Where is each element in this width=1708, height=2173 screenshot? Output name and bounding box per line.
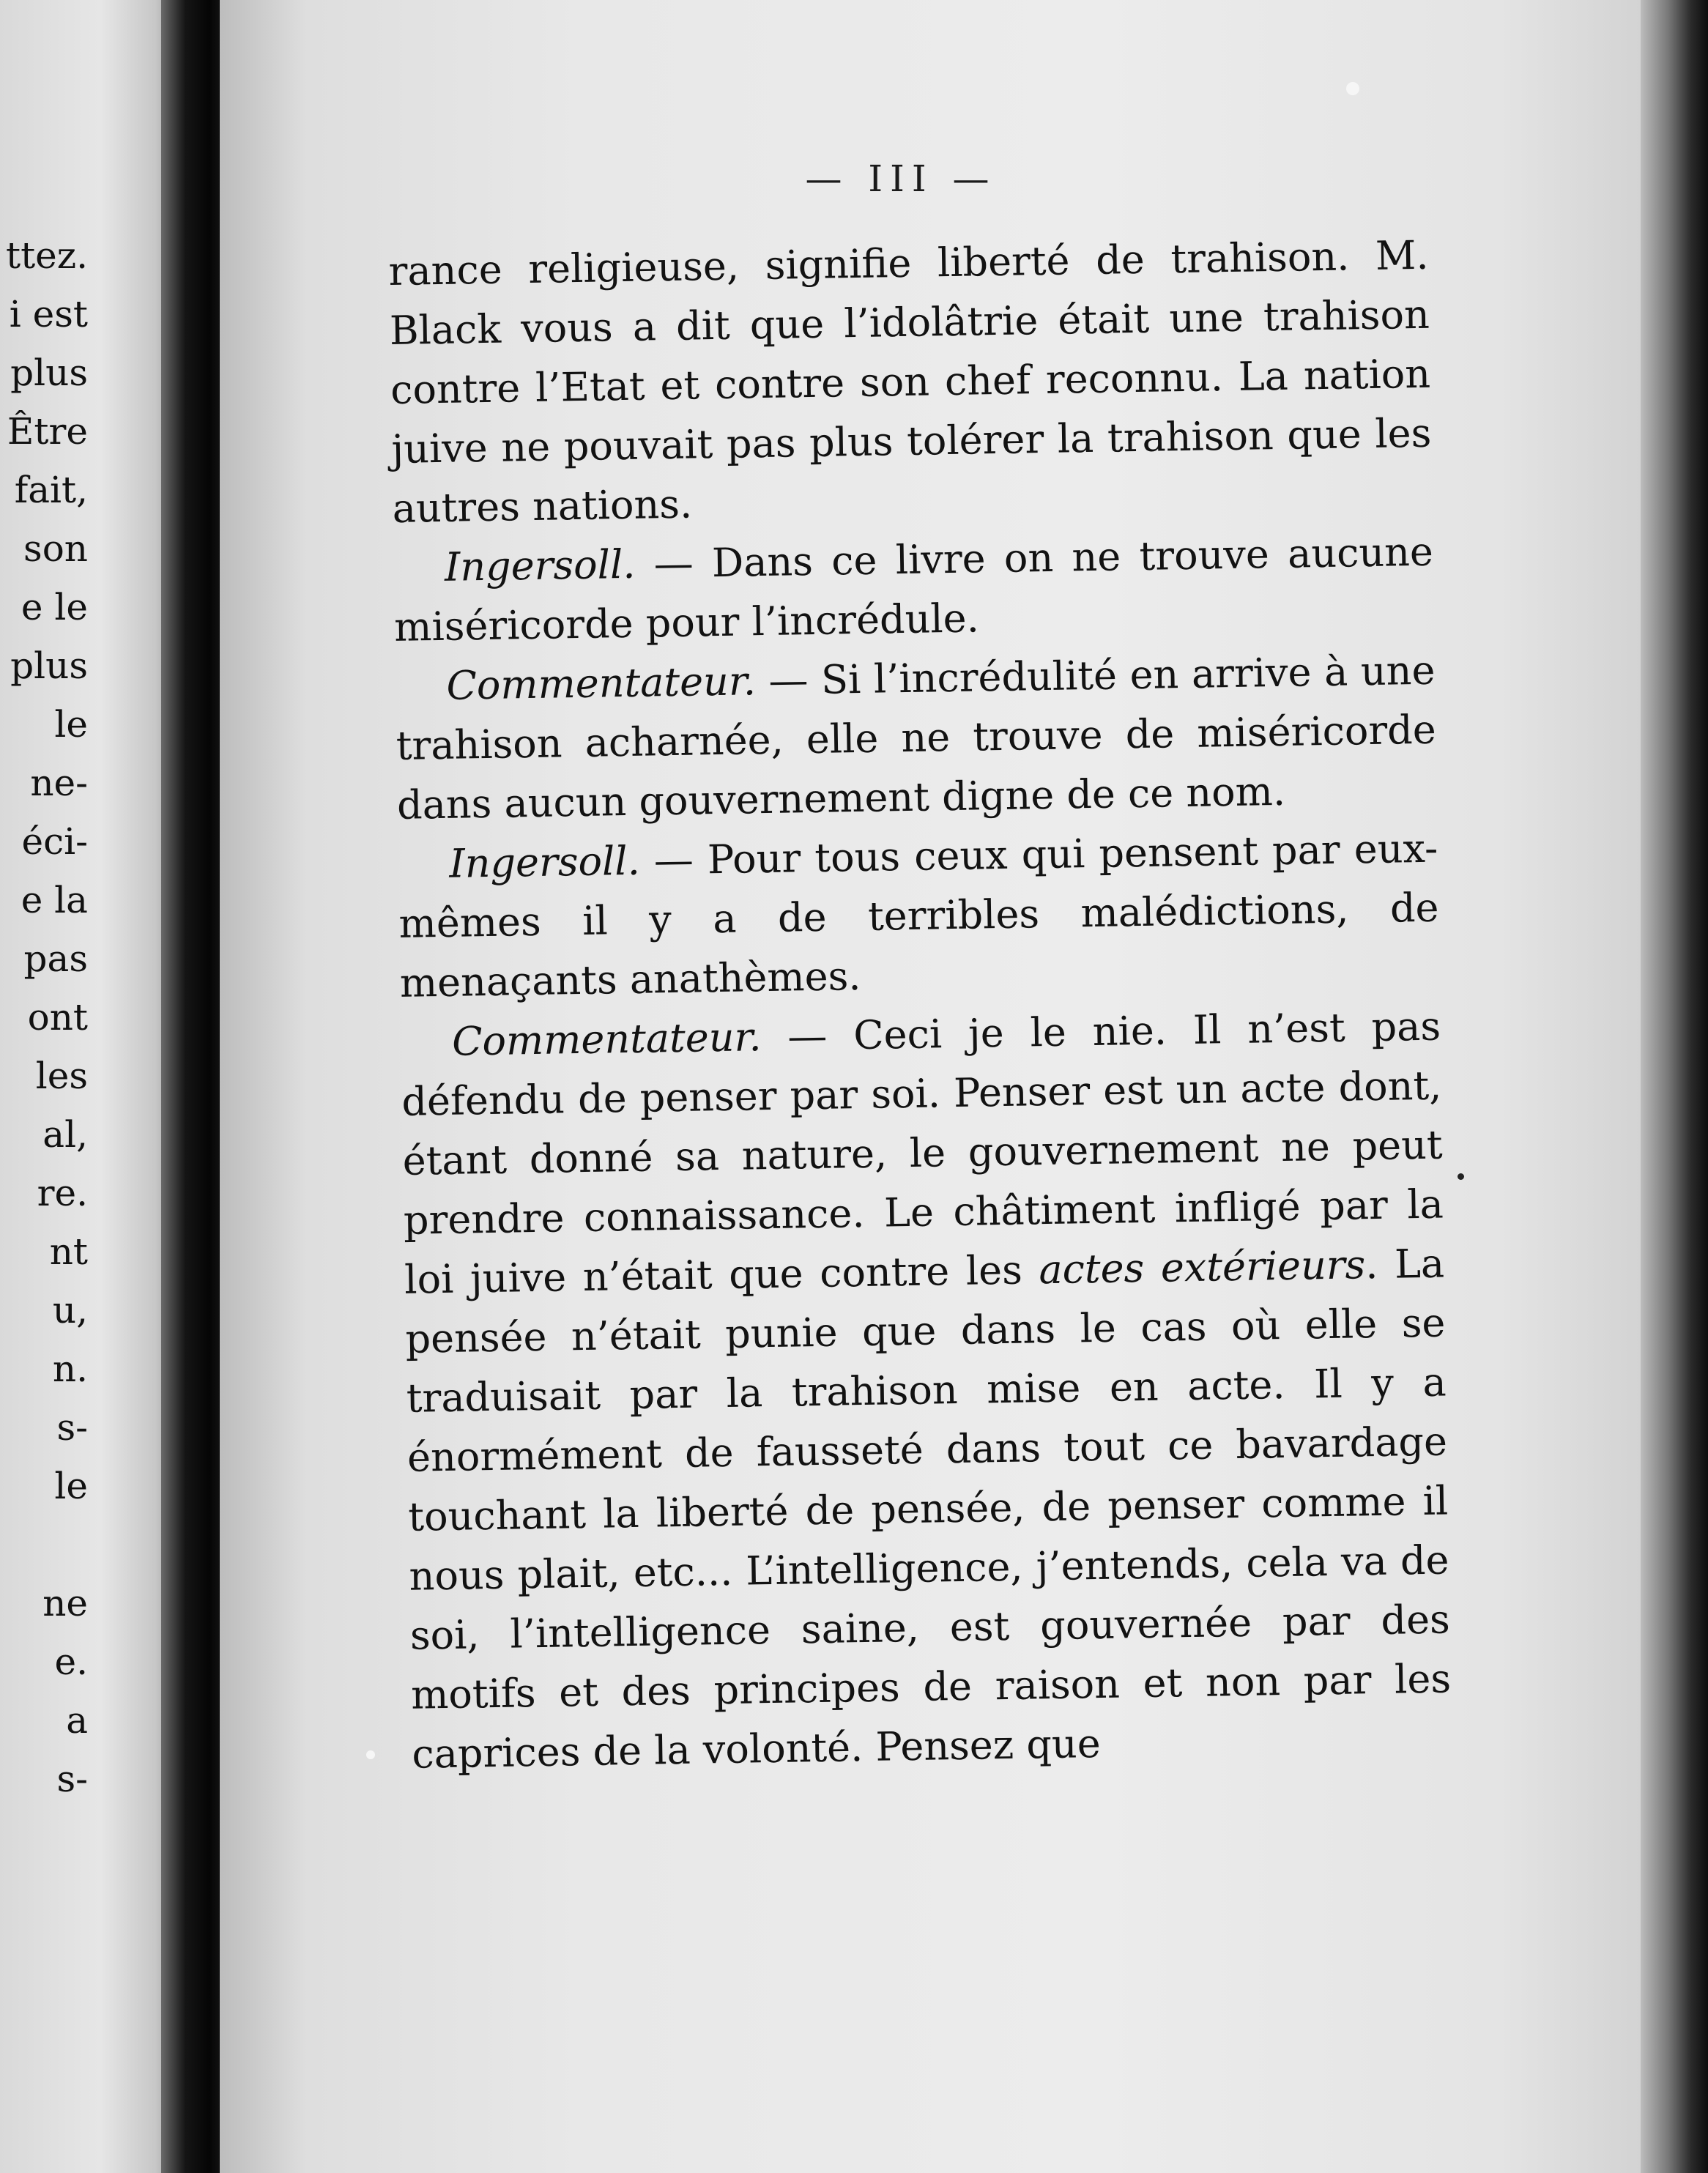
speaker-name: Ingersoll. (444, 541, 636, 590)
margin-dot (1458, 1173, 1464, 1180)
dialogue-text: — Dans ce livre on ne trouve aucune miséricorde pour l’incrédule. (393, 528, 1434, 650)
paragraph-continuation (388, 226, 1433, 538)
page-number: — III — (805, 157, 997, 200)
left-fragment: n. (52, 1348, 88, 1390)
left-fragment: ttez. (5, 234, 88, 277)
paragraph-text: rance religieuse, signifie liberté de trahison. M. Black vous a dit que l’idolâtrie était une trahison contre l’Etat et contre son chef reconnu. La nation juive ne pouvait pas plus tolérer la trahison que les autres nations. (388, 231, 1432, 532)
paper-speck (1346, 82, 1359, 95)
left-facing-page (0, 0, 183, 2173)
left-fragment: les (35, 1055, 88, 1097)
left-fragment: a (66, 1699, 88, 1742)
page-body-text (388, 226, 1452, 1784)
left-fragment: plus (10, 352, 88, 394)
left-fragment: e. (54, 1641, 88, 1683)
emphasized-text: actes extérieurs (1038, 1241, 1366, 1293)
left-fragment: le (54, 1465, 88, 1507)
left-fragment: fait, (14, 469, 88, 511)
page-edge-shadow (1641, 0, 1708, 2173)
left-fragment: u, (52, 1289, 88, 1331)
left-fragment: i est (9, 293, 88, 335)
left-fragment: son (23, 527, 88, 570)
left-fragment: ont (27, 996, 88, 1039)
left-fragment: re. (37, 1172, 88, 1214)
left-fragment: e la (21, 879, 88, 921)
speaker-name: Commentateur. (451, 1014, 762, 1065)
left-fragment: s- (56, 1406, 88, 1449)
left-fragment: plus (10, 645, 88, 687)
dialogue-text: — Si l’incrédulité en arrive à une trahison acharnée, elle ne trouve de miséricorde dans aucun gouvernement digne de ce nom. (396, 647, 1437, 828)
left-fragment: s- (56, 1758, 88, 1800)
left-fragment: Être (7, 410, 88, 453)
left-fragment: le (54, 703, 88, 746)
left-fragment: ne (42, 1582, 88, 1624)
dialogue-text: — Pour tous ceux qui pensent par eux-mêmes il y a de terribles malédictions, de menaçants anathèmes. (398, 825, 1439, 1006)
dialogue-paragraph (398, 819, 1441, 1013)
left-fragment: éci- (21, 820, 88, 863)
dialogue-text: — Ceci je le nie. Il n’est pas défendu de penser par soi. Penser est un acte dont, étant donné sa nature, le gouvernement ne peut prendre connaissance. Le châtiment infligé par la loi juive n’était que contre les (401, 1003, 1444, 1303)
left-fragment: nt (49, 1230, 88, 1273)
speaker-name: Commentateur. (446, 658, 757, 709)
paper-speck (366, 1750, 375, 1759)
dialogue-paragraph (395, 641, 1438, 835)
left-fragment: e le (21, 586, 88, 628)
left-fragment: ne- (30, 762, 88, 804)
left-fragment: pas (23, 937, 88, 980)
speaker-name: Ingersoll. (448, 837, 641, 887)
dialogue-paragraph (401, 997, 1452, 1784)
dialogue-paragraph (393, 522, 1434, 657)
dialogue-text: . La pensée n’était punie que dans le cas où elle se traduisait par la trahison mise en acte. Il y a énormément de fausseté dans tout ce bavardage touchant la liberté de pensée, de penser comme il nous plait, etc... L’intelligence, j’entends, cela va de soi, l’intelligence saine, est gouvernée par des motifs et des principes de raison et non par les caprices de la volonté. Pensez que (405, 1240, 1452, 1778)
left-fragment: al, (42, 1113, 88, 1156)
